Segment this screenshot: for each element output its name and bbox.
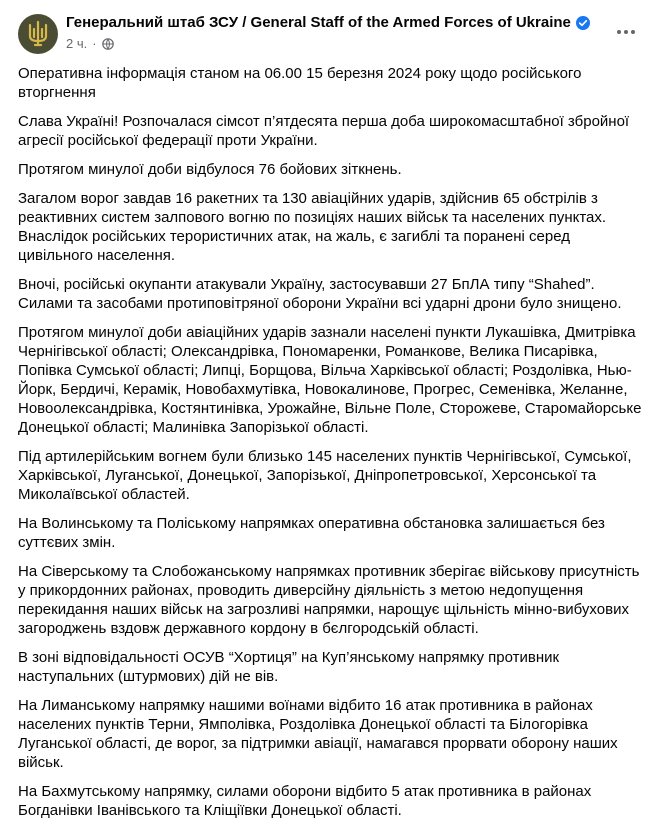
more-options-icon[interactable]	[608, 18, 644, 46]
paragraph: Загалом ворог завдав 16 ракетних та 130 авіаційних ударів, здійснив 65 обстрілів з реактивних систем залпового вогню по позиціях наших військ та населених пунктах. Внаслідок російських терористичних атак, на жаль, є загиблі та поранені серед цивільного населення.	[18, 190, 607, 264]
paragraph: На Сіверському та Слобожанському напрямках противник зберігає військову присутність у прикордонних районах, проводить диверсійну діяльність з метою недопущення перекидання наших військ на загрозливі напрямки, нарощує щільність мінно-вибухових загороджень вздовж державного кордону в бєлгородській області.	[18, 563, 640, 637]
paragraph: Вночі, російські окупанти атакували Україну, застосувавши 27 БпЛА типу “Shahed”. Силами та засобами протиповітряної оборони України всі ударні дрони було знищено.	[18, 276, 622, 312]
verified-badge-icon	[576, 16, 590, 30]
paragraph: Протягом минулої доби відбулося 76 бойових зіткнень.	[18, 161, 402, 178]
author-name[interactable]: Генеральний штаб ЗСУ / General Staff of the Armed Forces of Ukraine	[66, 14, 571, 31]
post-time[interactable]: 2 ч.	[66, 36, 88, 51]
post-meta	[66, 36, 114, 51]
paragraph: На Бахмутському напрямку, силами оборони відбито 5 атак противника в районах Богданівки Іванівського та Кліщіївки Донецької області.	[18, 783, 592, 819]
paragraph: Під артилерійським вогнем були близько 145 населених пунктів Чернігівської, Сумської, Харківської, Луганської, Донецької, Запорізької, Дніпропетровської, Херсонської та Миколаївської областей.	[18, 448, 632, 503]
meta-separator: ·	[92, 36, 97, 51]
avatar[interactable]	[18, 14, 58, 54]
trident-emblem-icon	[27, 21, 49, 47]
paragraph: В зоні відповідальності ОСУВ “Хортиця” на Куп’янському напрямку противник наступальних (штурмових) дій не вів.	[18, 649, 560, 685]
post-text	[18, 64, 643, 830]
author-name-row	[66, 14, 590, 31]
paragraph: На Волинському та Поліському напрямках оперативна обстановка залишається без суттєвих змін.	[18, 515, 605, 551]
globe-icon[interactable]	[102, 38, 114, 50]
paragraph: На Лиманському напрямку нашими воїнами відбито 16 атак противника в районах населених пунктів Терни, Ямполівка, Роздолівка Донецької області та Білогорівка Луганської області, де ворог, за підтримки авіації, намагався прорвати оборону наших військ.	[18, 697, 618, 771]
paragraph: Протягом минулої доби авіаційних ударів зазнали населені пункти Лукашівка, Дмитрівка Чернігівської області; Олександрівка, Пономаренки, Романкове, Велика Писарівка, Попівка Сумської області; Липці, Борщова, Вільча Харківської області; Роздолівка, Нью-Йорк, Бердичі, Керамік, Новобахмутівка, Новокалинове, Прогрес, Семенівка, Желанне, Новоолександрівка, Костянтинівка, Урожайне, Вільне Поле, Сторожеве, Старомайорське Донецької області; Малинівка Запорізької області.	[18, 324, 642, 436]
post-header	[0, 0, 656, 62]
paragraph: Слава Україні! Розпочалася сімсот п’ятдесята перша доба широкомасштабної збройної агресії російської федерації проти України.	[18, 113, 630, 149]
paragraph: Оперативна інформація станом на 06.00 15 березня 2024 року щодо російського вторгнення	[18, 65, 582, 101]
